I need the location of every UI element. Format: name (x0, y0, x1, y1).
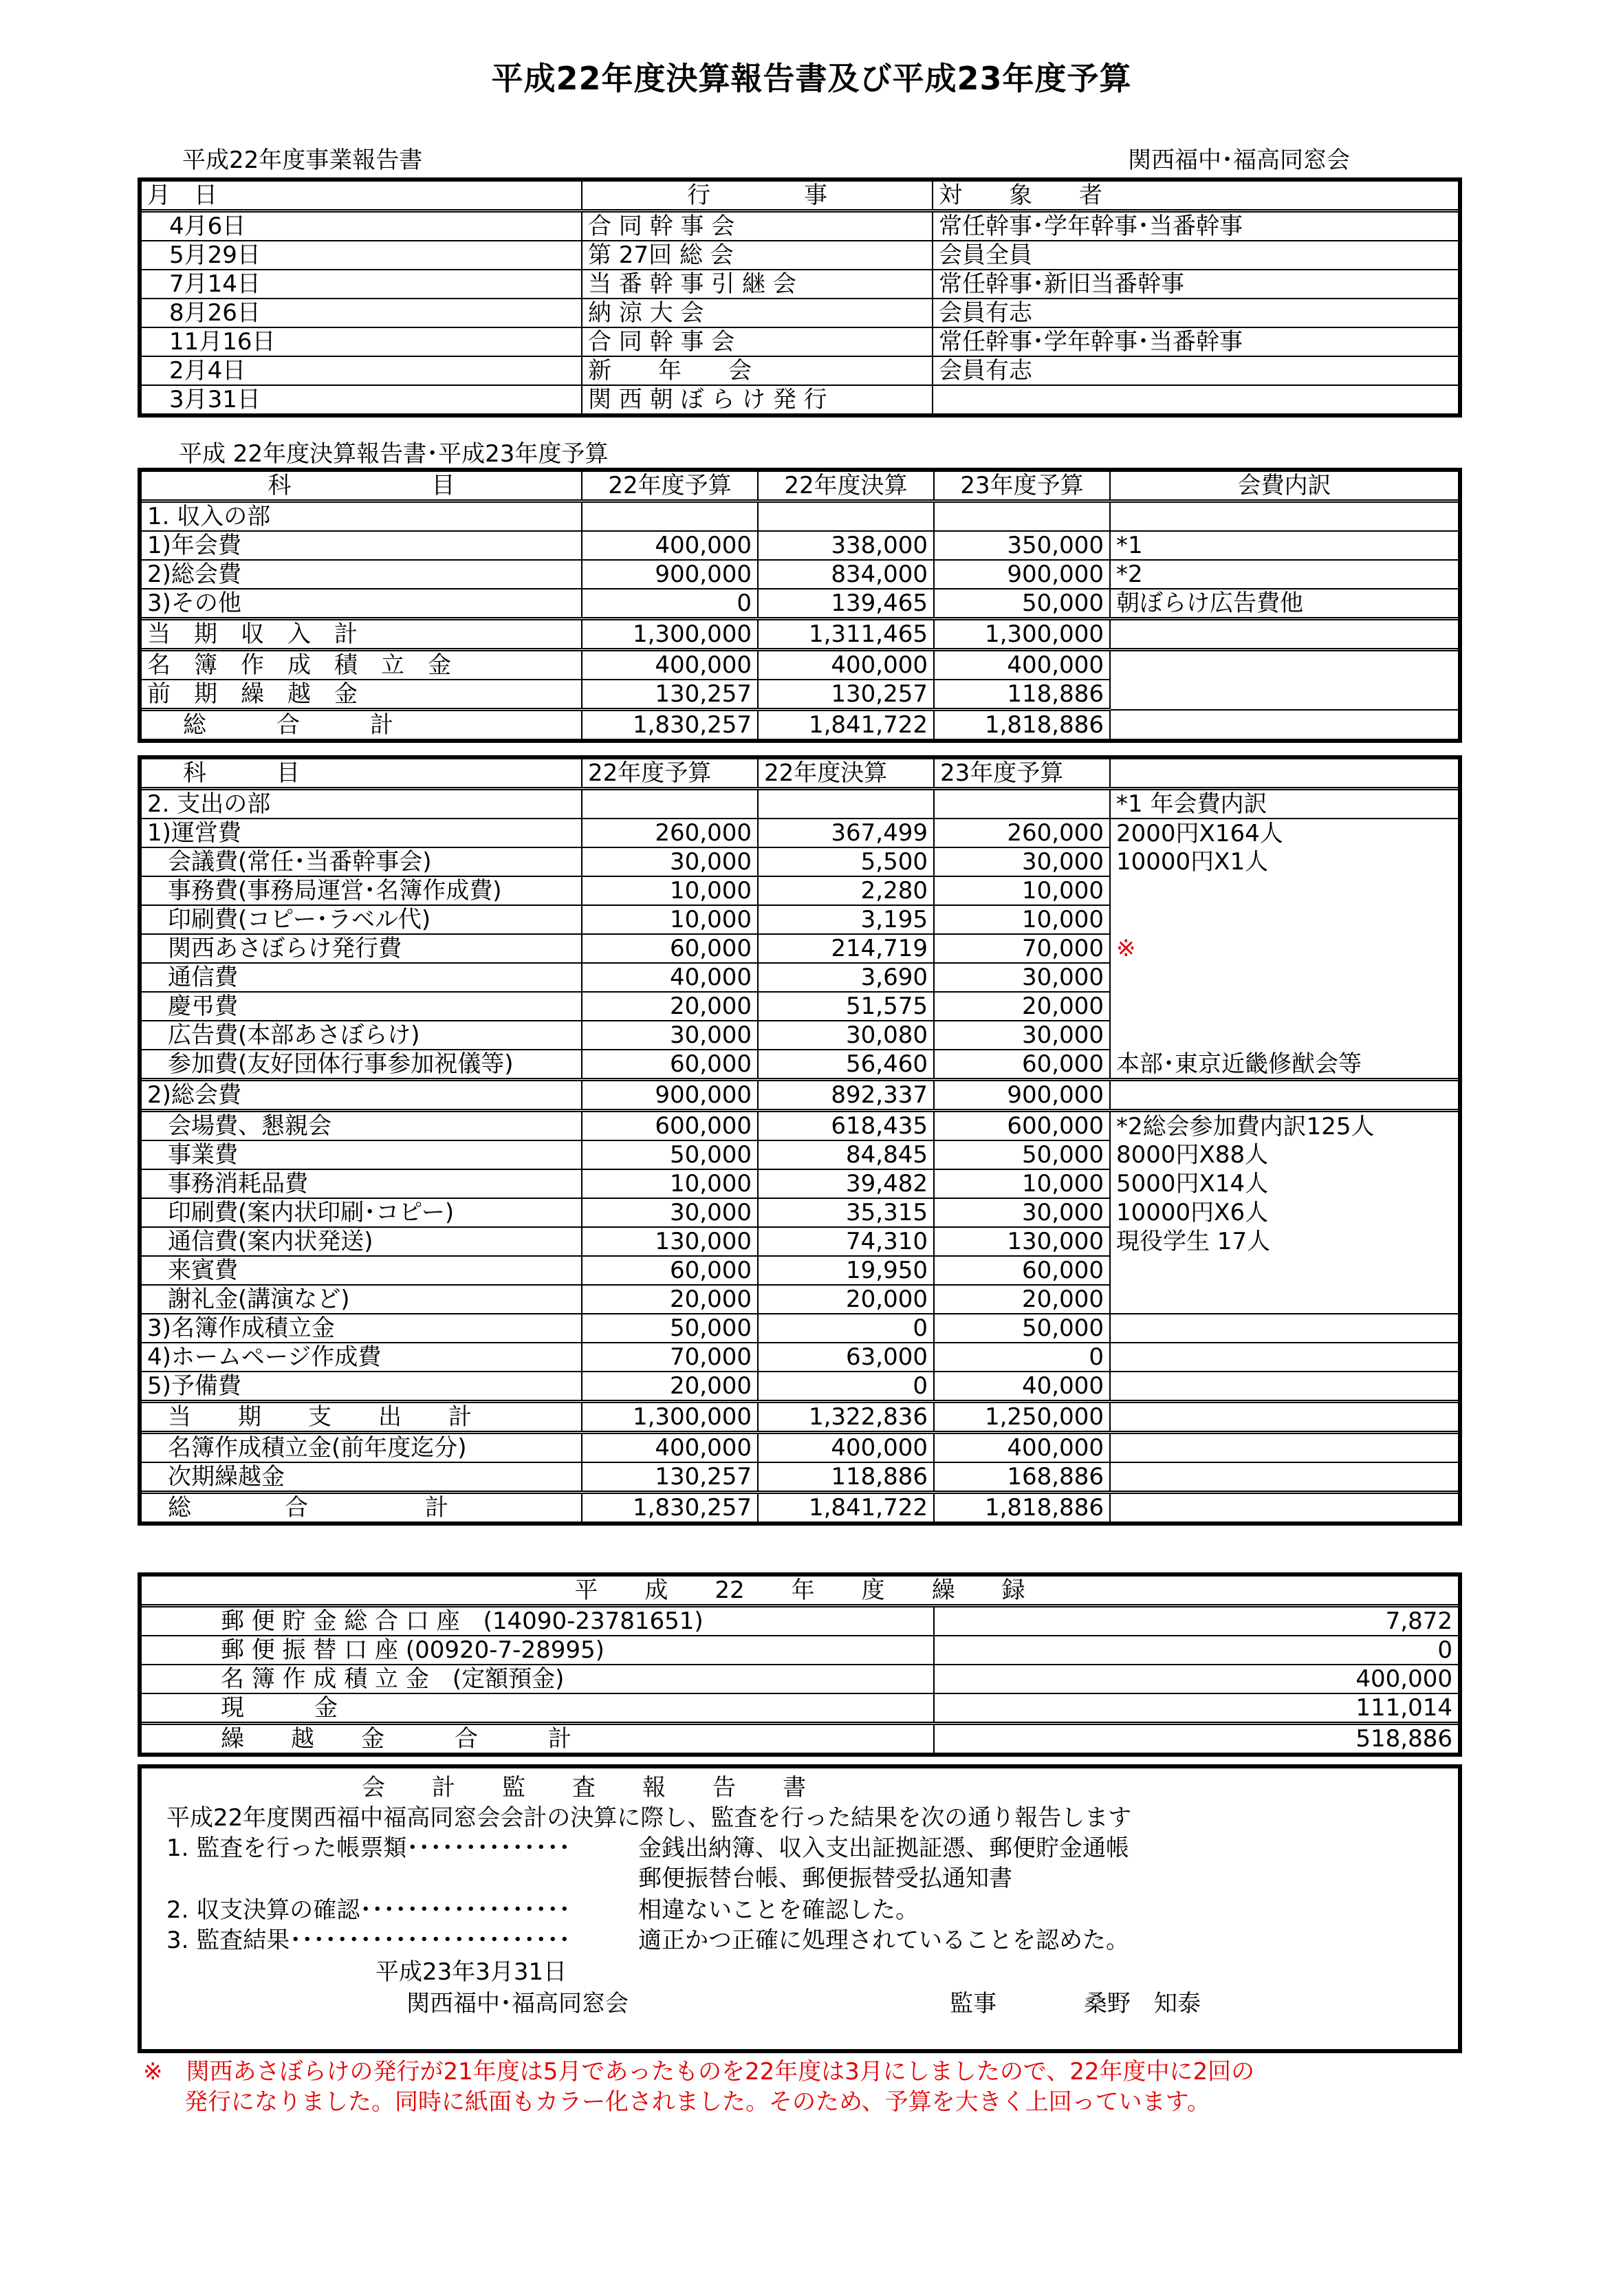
note (1110, 1080, 1460, 1111)
budget-22: 30,000 (582, 1021, 758, 1050)
actual-22: 0 (758, 1314, 934, 1343)
event-name: 納 涼 大 会 (582, 299, 933, 327)
budget-22: 130,257 (582, 1462, 758, 1493)
item-label: 参加費(友好団体行事参加祝儀等) (140, 1050, 582, 1080)
event-target: 会員有志 (933, 299, 1460, 327)
fee-note-heading: *1 年会費内訳 (1110, 789, 1460, 819)
budget-23: 30,000 (934, 847, 1110, 876)
actual-22: 2,280 (758, 876, 934, 905)
item-label: 広告費(本部あさぼらけ) (140, 1021, 582, 1050)
budget-22: 60,000 (582, 934, 758, 963)
actual-22: 1,311,465 (758, 619, 934, 650)
account-amount: 111,014 (934, 1693, 1460, 1724)
reference-mark-icon: ※ (1110, 934, 1460, 963)
account-amount: 0 (934, 1636, 1460, 1665)
reserve-row (140, 1433, 1460, 1463)
footnote-line-1: ※ 関西あさぼらけの発行が21年度は5月であったものを22年度は3月にしましたので、22年度中に2回の (143, 2058, 1255, 2086)
budget-23: 20,000 (934, 1285, 1110, 1314)
table-row (140, 847, 1460, 876)
budget-23: 168,886 (934, 1462, 1110, 1493)
actual-22: 30,080 (758, 1021, 934, 1050)
note: 10000円X1人 (1110, 847, 1460, 876)
item-label: 総 合 計 (140, 1493, 582, 1524)
section-row (140, 789, 1460, 819)
event-name: 当 番 幹 事 引 継 会 (582, 270, 933, 299)
table-row (140, 1169, 1460, 1198)
audit-date: 平成23年3月31日 (375, 1958, 567, 1986)
item-label: 会場費、懇親会 (140, 1111, 582, 1141)
budget-23: 400,000 (934, 1433, 1110, 1463)
table-row (140, 1111, 1460, 1141)
budget-22: 1,830,257 (582, 1493, 758, 1524)
event-date: 7月14日 (140, 270, 582, 299)
header-target: 対 象 者 (933, 180, 1460, 211)
item-label: 3)名簿作成積立金 (140, 1314, 582, 1343)
item-label: 関西あさぼらけ発行費 (140, 934, 582, 963)
note: 2000円X164人 (1110, 819, 1460, 847)
table-row (140, 1606, 1460, 1636)
actual-22: 39,482 (758, 1169, 934, 1198)
table-row (140, 589, 1460, 619)
table-row (140, 905, 1460, 934)
note (1110, 905, 1460, 934)
actual-22: 51,575 (758, 992, 934, 1021)
table-row (140, 1198, 1460, 1227)
actual-22: 139,465 (758, 589, 934, 619)
budget-22: 20,000 (582, 1285, 758, 1314)
item-label: 当 期 収 入 計 (140, 619, 582, 650)
note: 8000円X88人 (1110, 1140, 1460, 1169)
actual-22: 400,000 (758, 1433, 934, 1463)
budget-23: 600,000 (934, 1111, 1110, 1141)
table-row (140, 211, 1460, 241)
actual-22: 214,719 (758, 934, 934, 963)
budget-23: 400,000 (934, 650, 1110, 680)
note (1110, 1343, 1460, 1372)
event-date: 3月31日 (140, 385, 582, 415)
expense-section-label: 2. 支出の部 (140, 789, 582, 819)
header-item: 科 目 (140, 470, 582, 501)
audit-item-value: 適正かつ正確に処理されていることを認めた。 (638, 1927, 1129, 1954)
budget-23: 70,000 (934, 934, 1110, 963)
header-item: 科 目 (140, 757, 582, 789)
budget-23: 30,000 (934, 963, 1110, 992)
item-label: 事業費 (140, 1140, 582, 1169)
actual-22: 1,841,722 (758, 710, 934, 741)
budget-22: 1,300,000 (582, 1402, 758, 1433)
budget-23: 50,000 (934, 1314, 1110, 1343)
budget-22: 400,000 (582, 1433, 758, 1463)
subtotal-row (140, 619, 1460, 650)
budget-22: 900,000 (582, 1080, 758, 1111)
table-row (140, 1693, 1460, 1724)
table-row (140, 241, 1460, 270)
total-row (140, 1493, 1460, 1524)
table-row (140, 560, 1460, 589)
section-row (140, 501, 1460, 532)
budget-22: 20,000 (582, 1372, 758, 1402)
audit-item-label: 1. 監査を行った帳票類･･････････････ (166, 1834, 571, 1862)
actual-22: 118,886 (758, 1462, 934, 1493)
note (1110, 992, 1460, 1021)
item-label: 1)年会費 (140, 531, 582, 560)
actual-22: 1,841,722 (758, 1493, 934, 1524)
item-label: 当 期 支 出 計 (140, 1402, 582, 1433)
table-row (140, 1372, 1460, 1402)
table-row (140, 1665, 1460, 1693)
account-label: 郵 便 振 替 口 座 (00920-7-28995) (140, 1636, 934, 1665)
total-row (140, 1724, 1460, 1755)
actual-22: 892,337 (758, 1080, 934, 1111)
note (1110, 1372, 1460, 1402)
account-label: 名 簿 作 成 積 立 金 (定額預金) (140, 1665, 934, 1693)
audit-item-value: 郵便振替台帳、郵便振替受払通知書 (638, 1865, 1012, 1892)
table-row (140, 934, 1460, 963)
table-row (140, 876, 1460, 905)
account-amount: 518,886 (934, 1724, 1460, 1755)
budget-23: 40,000 (934, 1372, 1110, 1402)
budget-22: 0 (582, 589, 758, 619)
carryover-row (140, 1462, 1460, 1493)
account-label: 郵 便 貯 金 総 合 口 座 (14090-23781651) (140, 1606, 934, 1636)
balance-table (138, 1572, 1462, 1757)
header-budget-22: 22年度予算 (582, 757, 758, 789)
event-date: 2月4日 (140, 356, 582, 385)
table-row (140, 1343, 1460, 1372)
audit-report (138, 1764, 1462, 2053)
event-date: 11月16日 (140, 327, 582, 356)
item-label: 事務消耗品費 (140, 1169, 582, 1198)
table-row (140, 1021, 1460, 1050)
actual-22: 618,435 (758, 1111, 934, 1141)
budget-23: 1,250,000 (934, 1402, 1110, 1433)
balance-header-row (140, 1574, 1460, 1606)
budget-22: 1,300,000 (582, 619, 758, 650)
note: *2総会参加費内訳125人 (1110, 1111, 1460, 1141)
budget-23: 60,000 (934, 1256, 1110, 1285)
actual-22: 338,000 (758, 531, 934, 560)
item-label: 3)その他 (140, 589, 582, 619)
table-row (140, 1227, 1460, 1256)
budget-22: 400,000 (582, 531, 758, 560)
budget-22: 20,000 (582, 992, 758, 1021)
budget-23: 1,818,886 (934, 1493, 1110, 1524)
budget-23: 10,000 (934, 1169, 1110, 1198)
budget-22: 40,000 (582, 963, 758, 992)
budget-22: 70,000 (582, 1343, 758, 1372)
note (1110, 1021, 1460, 1050)
budget-23: 20,000 (934, 992, 1110, 1021)
actual-22: 400,000 (758, 650, 934, 680)
item-label: 印刷費(コピー･ラベル代) (140, 905, 582, 934)
audit-intro: 平成22年度関西福中福高同窓会会計の決算に際し、監査を行った結果を次の通り報告します (166, 1804, 1132, 1832)
account-amount: 400,000 (934, 1665, 1460, 1693)
table-row (140, 1314, 1460, 1343)
header-budget-23: 23年度予算 (934, 757, 1110, 789)
budget-22: 900,000 (582, 560, 758, 589)
item-label: 4)ホームページ作成費 (140, 1343, 582, 1372)
item-label: 5)予備費 (140, 1372, 582, 1402)
actual-22: 56,460 (758, 1050, 934, 1080)
total-row (140, 710, 1460, 741)
header-fee-breakdown: 会費内訳 (1110, 470, 1460, 501)
organization-name: 関西福中･福高同窓会 (1128, 147, 1350, 174)
budget-23: 118,886 (934, 680, 1110, 710)
note: 5000円X14人 (1110, 1169, 1460, 1198)
audit-item-label: 3. 監査結果････････････････････････ (166, 1927, 571, 1954)
header-budget-22: 22年度予算 (582, 470, 758, 501)
budget-23: 900,000 (934, 1080, 1110, 1111)
reserve-row (140, 650, 1460, 680)
event-date: 4月6日 (140, 211, 582, 241)
event-date: 8月26日 (140, 299, 582, 327)
event-target: 会員全員 (933, 241, 1460, 270)
budget-23: 60,000 (934, 1050, 1110, 1080)
event-name: 合 同 幹 事 会 (582, 211, 933, 241)
table-row (140, 356, 1460, 385)
budget-22: 50,000 (582, 1314, 758, 1343)
item-label: 事務費(事務局運営･名簿作成費) (140, 876, 582, 905)
events-caption: 平成22年度事業報告書 (182, 147, 423, 174)
event-name: 第 27回 総 会 (582, 241, 933, 270)
note (1110, 876, 1460, 905)
actual-22: 3,690 (758, 963, 934, 992)
budget-23: 0 (934, 1343, 1110, 1372)
budget-23: 30,000 (934, 1198, 1110, 1227)
budget-caption: 平成 22年度決算報告書･平成23年度予算 (179, 440, 609, 468)
actual-22: 63,000 (758, 1343, 934, 1372)
page-title: 平成22年度決算報告書及び平成23年度予算 (491, 60, 1132, 97)
item-label: 来賓費 (140, 1256, 582, 1285)
header-actual-22: 22年度決算 (758, 757, 934, 789)
footnote-line-2: 発行になりました。同時に紙面もカラー化されました。そのため、予算を大きく上回っています。 (184, 2088, 1210, 2116)
actual-22: 19,950 (758, 1256, 934, 1285)
actual-22: 1,322,836 (758, 1402, 934, 1433)
budget-22: 130,257 (582, 680, 758, 710)
event-target: 常任幹事･学年幹事･当番幹事 (933, 327, 1460, 356)
note: *1 (1110, 531, 1460, 560)
item-label: 前 期 繰 越 金 (140, 680, 582, 710)
budget-22: 30,000 (582, 1198, 758, 1227)
account-label: 現 金 (140, 1693, 934, 1724)
item-label: 次期繰越金 (140, 1462, 582, 1493)
table-row (140, 1285, 1460, 1314)
balance-title: 平 成 22 年 度 繰 録 (140, 1574, 1460, 1606)
note (1110, 1256, 1460, 1285)
actual-22: 130,257 (758, 680, 934, 710)
event-target: 常任幹事･学年幹事･当番幹事 (933, 211, 1460, 241)
item-label: 謝礼金(講演など) (140, 1285, 582, 1314)
budget-22: 60,000 (582, 1050, 758, 1080)
budget-23: 50,000 (934, 1140, 1110, 1169)
expense-header-row (140, 757, 1460, 789)
note: *2 (1110, 560, 1460, 589)
income-table (138, 468, 1462, 743)
budget-22: 10,000 (582, 876, 758, 905)
budget-22: 600,000 (582, 1111, 758, 1141)
auditor-title: 監事 (950, 1990, 996, 2017)
budget-23: 30,000 (934, 1021, 1110, 1050)
budget-22: 400,000 (582, 650, 758, 680)
item-label: 名 簿 作 成 積 立 金 (140, 650, 582, 680)
table-row (140, 963, 1460, 992)
account-label: 繰 越 金 合 計 (140, 1724, 934, 1755)
actual-22: 74,310 (758, 1227, 934, 1256)
event-name: 関 西 朝 ぼ ら け 発 行 (582, 385, 933, 415)
note (1110, 1285, 1460, 1314)
item-label: 慶弔費 (140, 992, 582, 1021)
budget-23: 1,818,886 (934, 710, 1110, 741)
actual-22: 0 (758, 1372, 934, 1402)
header-actual-22: 22年度決算 (758, 470, 934, 501)
actual-22: 834,000 (758, 560, 934, 589)
item-label: 2)総会費 (140, 1080, 582, 1111)
actual-22: 5,500 (758, 847, 934, 876)
income-header-row (140, 470, 1460, 501)
actual-22: 20,000 (758, 1285, 934, 1314)
table-row (140, 992, 1460, 1021)
audit-item-label: 2. 収支決算の確認･･････････････････ (166, 1896, 571, 1924)
table-row (140, 1140, 1460, 1169)
audit-item-value: 金銭出納簿、収入支出証拠証憑、郵便貯金通帳 (638, 1834, 1129, 1862)
budget-23: 50,000 (934, 589, 1110, 619)
actual-22: 84,845 (758, 1140, 934, 1169)
budget-22: 10,000 (582, 1169, 758, 1198)
item-label: 印刷費(案内状印刷･コピー) (140, 1198, 582, 1227)
header-date: 月 日 (140, 180, 582, 211)
table-row (140, 1256, 1460, 1285)
item-label: 1)運営費 (140, 819, 582, 847)
footnote (143, 2057, 1254, 2117)
table-row (140, 531, 1460, 560)
budget-22: 50,000 (582, 1140, 758, 1169)
item-label: 名簿作成積立金(前年度迄分) (140, 1433, 582, 1463)
note (1110, 1314, 1460, 1343)
actual-22: 3,195 (758, 905, 934, 934)
budget-22: 10,000 (582, 905, 758, 934)
note: 10000円X6人 (1110, 1198, 1460, 1227)
events-header-row (140, 180, 1460, 211)
audit-organization: 関西福中･福高同窓会 (406, 1990, 629, 2017)
budget-23: 350,000 (934, 531, 1110, 560)
expense-table (138, 755, 1462, 1526)
table-row (140, 385, 1460, 415)
actual-22: 367,499 (758, 819, 934, 847)
item-label: 2)総会費 (140, 560, 582, 589)
audit-title: 会 計 監 査 報 告 書 (362, 1774, 806, 1801)
income-section-label: 1. 収入の部 (140, 501, 582, 532)
header-blank (1110, 757, 1460, 789)
header-budget-23: 23年度予算 (934, 470, 1110, 501)
note: 本部･東京近畿修猷会等 (1110, 1050, 1460, 1080)
subtotal-row (140, 1402, 1460, 1433)
budget-22: 60,000 (582, 1256, 758, 1285)
budget-23: 1,300,000 (934, 619, 1110, 650)
item-label: 通信費(案内状発送) (140, 1227, 582, 1256)
budget-23: 130,000 (934, 1227, 1110, 1256)
events-table (138, 177, 1462, 418)
table-row (140, 299, 1460, 327)
item-label: 会議費(常任･当番幹事会) (140, 847, 582, 876)
event-target: 常任幹事･新旧当番幹事 (933, 270, 1460, 299)
account-amount: 7,872 (934, 1606, 1460, 1636)
event-name: 合 同 幹 事 会 (582, 327, 933, 356)
budget-22: 1,830,257 (582, 710, 758, 741)
budget-23: 10,000 (934, 905, 1110, 934)
header-event: 行 事 (582, 180, 933, 211)
table-row (140, 1636, 1460, 1665)
budget-22: 260,000 (582, 819, 758, 847)
table-row (140, 1050, 1460, 1080)
table-row (140, 819, 1460, 847)
budget-22: 30,000 (582, 847, 758, 876)
table-row (140, 270, 1460, 299)
table-row (140, 1080, 1460, 1111)
audit-item-value: 相違ないことを確認した。 (638, 1896, 919, 1924)
item-label: 通信費 (140, 963, 582, 992)
event-date: 5月29日 (140, 241, 582, 270)
auditor-name: 桑野 知泰 (1084, 1990, 1201, 2017)
note (1110, 963, 1460, 992)
event-target (933, 385, 1460, 415)
budget-23: 900,000 (934, 560, 1110, 589)
budget-22: 130,000 (582, 1227, 758, 1256)
event-target: 会員有志 (933, 356, 1460, 385)
actual-22: 35,315 (758, 1198, 934, 1227)
table-row (140, 327, 1460, 356)
budget-23: 260,000 (934, 819, 1110, 847)
note: 朝ぼらけ広告費他 (1110, 589, 1460, 619)
budget-23: 10,000 (934, 876, 1110, 905)
note: 現役学生 17人 (1110, 1227, 1460, 1256)
item-label: 総 合 計 (140, 710, 582, 741)
event-name: 新 年 会 (582, 356, 933, 385)
